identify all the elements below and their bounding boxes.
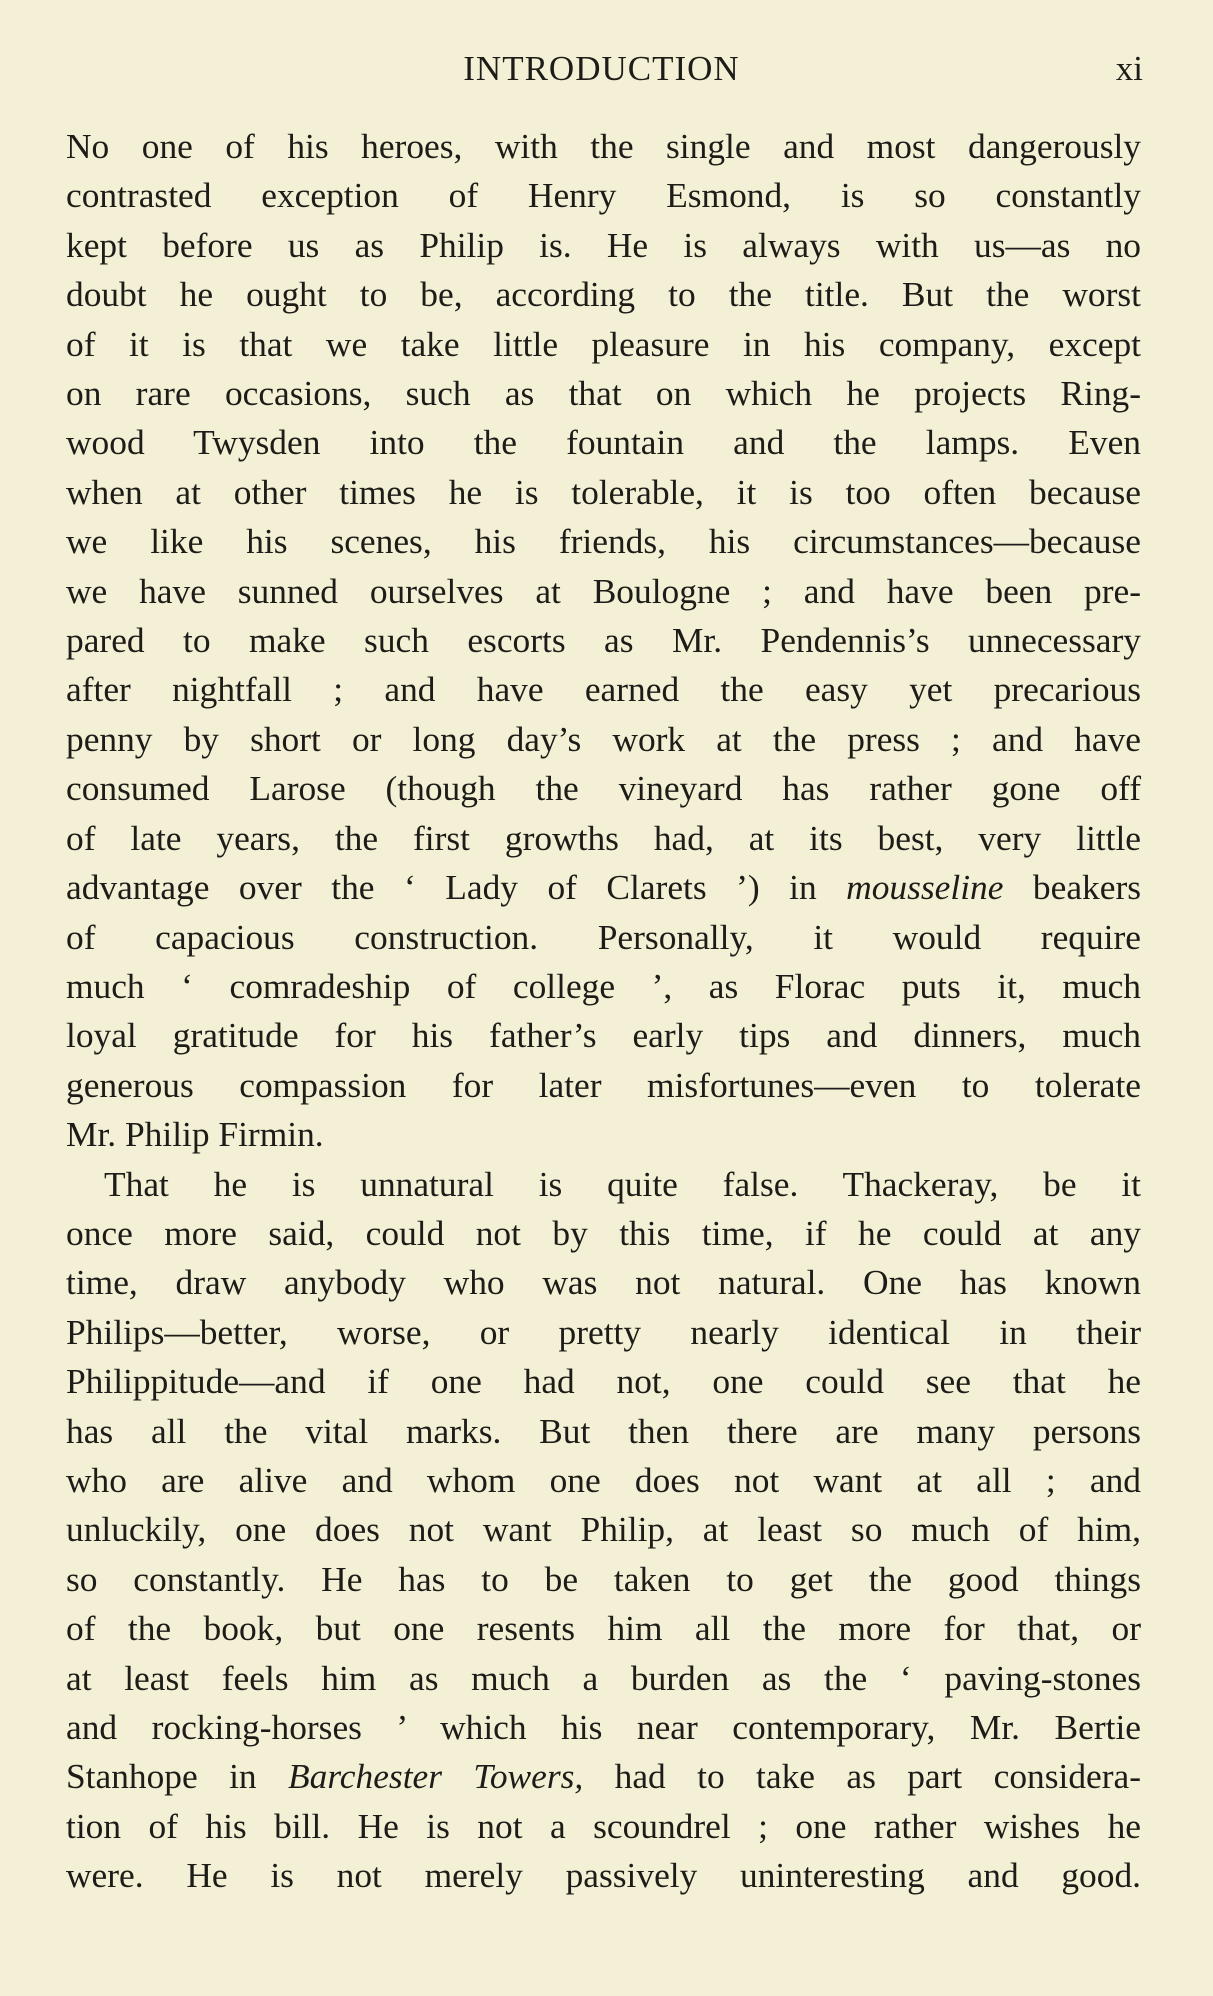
text-line: when at other times he is tolerable, it is too often because <box>66 471 1141 512</box>
text-line: once more said, could not by this time, if he could at any <box>66 1212 1141 1253</box>
text-line: That he is unnatural is quite false. Thackeray, be it <box>104 1163 1141 1204</box>
text-line: of it is that we take little pleasure in his company, except <box>66 323 1141 364</box>
text-line: loyal gratitude for his father’s early tips and dinners, much <box>66 1015 1141 1056</box>
paragraph-1 <box>66 122 1141 1160</box>
text-line: of late years, the first growths had, at its best, very little <box>66 817 1141 858</box>
text-line: tion of his bill. He is not a scoundrel ; one rather wishes he <box>66 1805 1141 1846</box>
paragraph-2 <box>66 1160 1141 1901</box>
text-line: contrasted exception of Henry Esmond, is so constantly <box>66 175 1141 216</box>
text-line: Mr. Philip Firmin. <box>66 1114 324 1155</box>
text-line: Philippitude—and if one had not, one could see that he <box>66 1361 1141 1402</box>
text-line: advantage over the ‘ Lady of Clarets ’) in mousseline beakers <box>66 867 1142 908</box>
text-line: on rare occasions, such as that on which he projects Ring- <box>66 373 1141 414</box>
text-line: of the book, but one resents him all the more for that, or <box>66 1608 1141 1649</box>
page-number: xi <box>1115 49 1143 88</box>
text-line: doubt he ought to be, according to the title. But the worst <box>66 274 1141 315</box>
text-line: we like his scenes, his friends, his circumstances—because <box>66 521 1141 562</box>
text-line: were. He is not merely passively uninteresting and good. <box>66 1855 1141 1896</box>
body-text <box>66 122 1141 1901</box>
text-line: and rocking-horses ’ which his near contemporary, Mr. Bertie <box>66 1707 1141 1747</box>
text-line: Stanhope in Barchester Towers, had to take as part considera- <box>66 1756 1142 1797</box>
text-line: we have sunned ourselves at Boulogne ; and have been pre- <box>66 570 1141 611</box>
text-line: kept before us as Philip is. He is always with us—as no <box>66 224 1141 265</box>
text-line: generous compassion for later misfortunes—even to tolerate <box>66 1064 1141 1105</box>
text-line: much ‘ comradeship of college ’, as Florac puts it, much <box>66 965 1141 1006</box>
running-head <box>60 44 1143 94</box>
running-title: INTRODUCTION <box>463 49 740 88</box>
text-line: at least feels him as much a burden as the ‘ paving-stones <box>66 1657 1141 1698</box>
text-line: who are alive and whom one does not want at all ; and <box>66 1459 1141 1500</box>
text-line: penny by short or long day’s work at the press ; and have <box>66 718 1141 759</box>
text-line: has all the vital marks. But then there are many persons <box>66 1410 1141 1451</box>
italic-title-mousseline: mousseline <box>846 867 1004 908</box>
text-line: No one of his heroes, with the single and most dangerously <box>66 126 1141 166</box>
text-line: wood Twysden into the fountain and the lamps. Even <box>66 422 1141 463</box>
text-line: of capacious construction. Personally, it would require <box>66 916 1141 957</box>
text-line: consumed Larose (though the vineyard has rather gone off <box>66 768 1141 809</box>
text-line: Philips—better, worse, or pretty nearly identical in their <box>66 1311 1141 1352</box>
text-line: unluckily, one does not want Philip, at least so much of him, <box>66 1509 1141 1550</box>
text-line: so constantly. He has to be taken to get the good things <box>66 1558 1141 1599</box>
text-line: pared to make such escorts as Mr. Pendennis’s unnecessary <box>66 620 1141 661</box>
italic-title-barchester-towers: Barchester Towers, <box>288 1756 584 1797</box>
text-line: time, draw anybody who was not natural. One has known <box>66 1262 1141 1303</box>
text-line: after nightfall ; and have earned the easy yet precarious <box>66 669 1141 710</box>
